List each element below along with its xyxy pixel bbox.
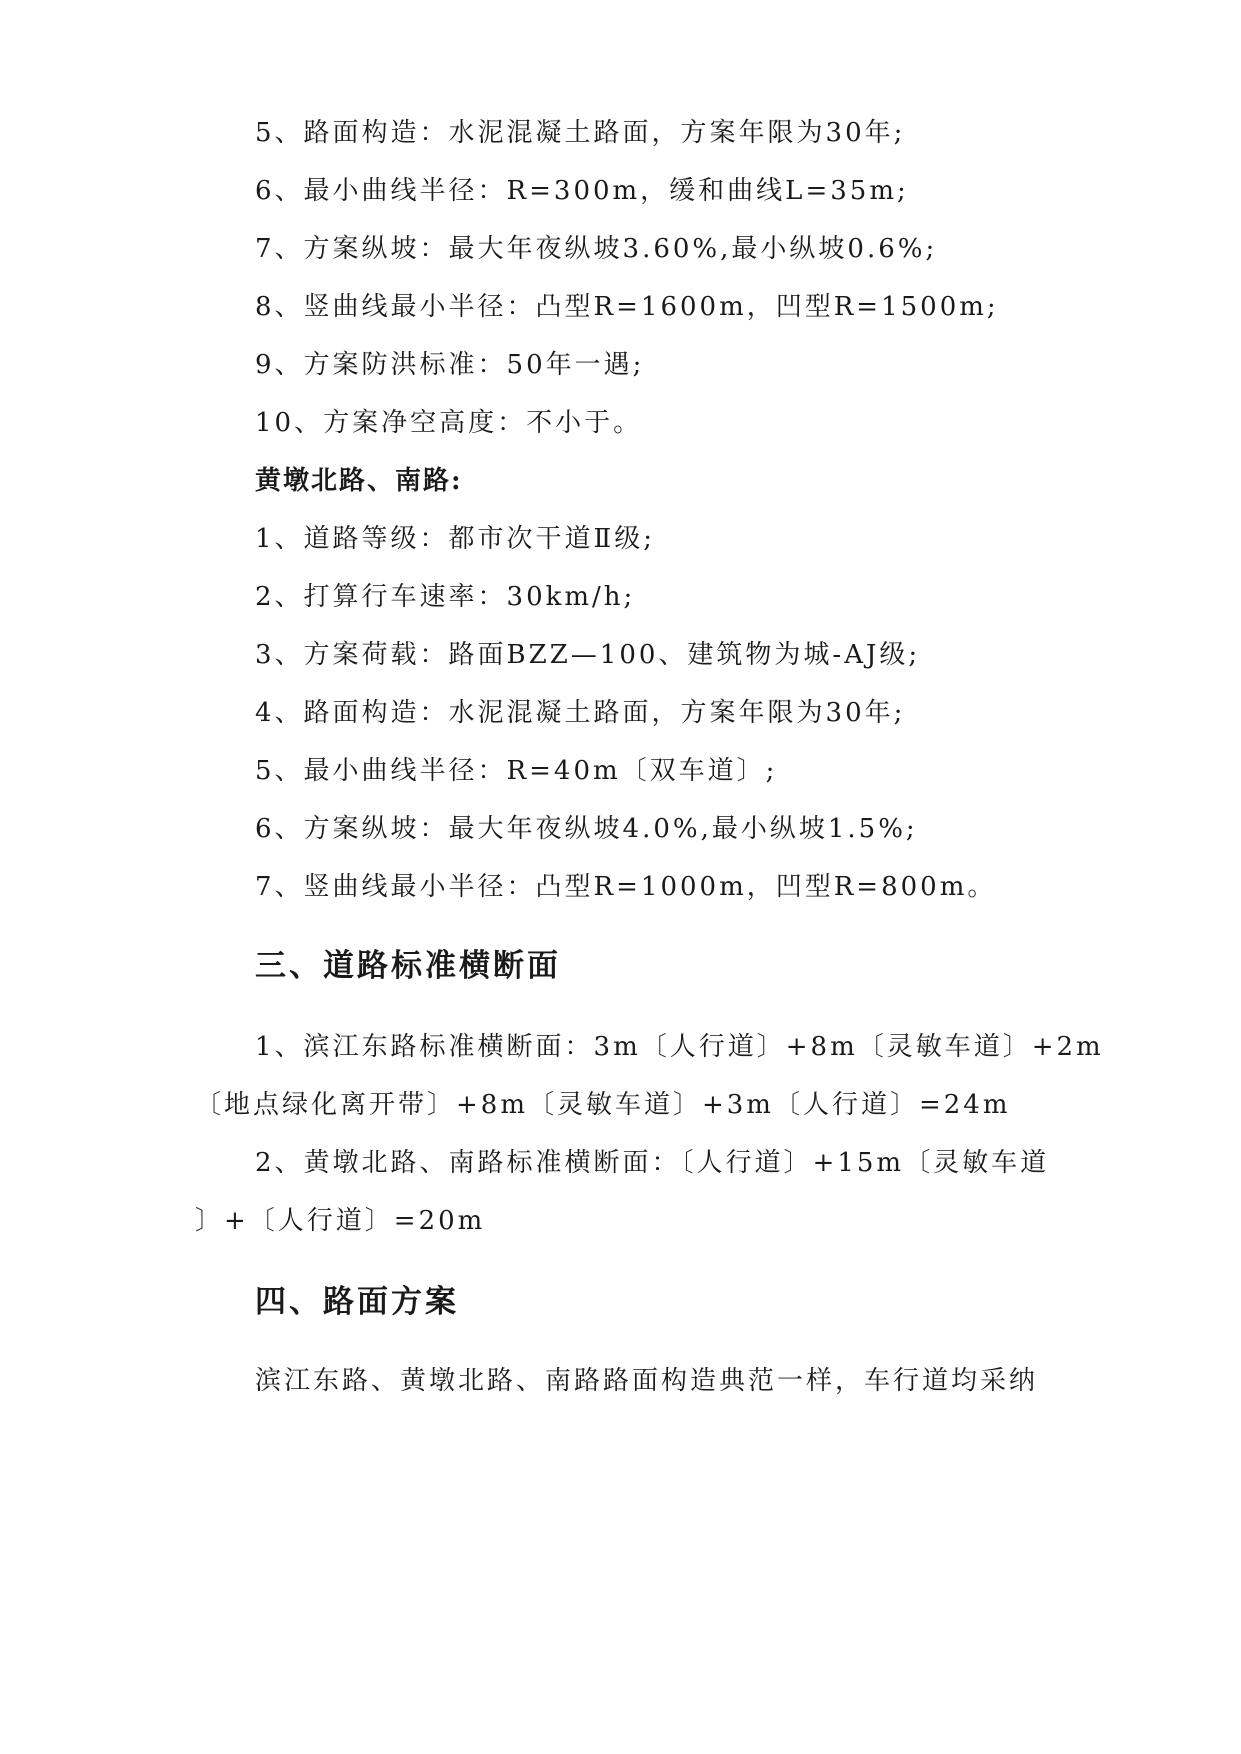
spec-item-pavement-structure: 5、路面构造：水泥混凝土路面，方案年限为30年; <box>255 118 906 148</box>
spec-item-clearance-height: 10、方案净空高度：不小于。 <box>255 408 643 438</box>
cross-section-para1-line1: 1、滨江东路标准横断面：3m〔人行道〕+8m〔灵敏车道〕+2m <box>255 1032 1104 1062</box>
spec-item-min-curve-radius-b: 5、最小曲线半径：R=40m〔双车道〕; <box>255 756 778 786</box>
spec-item-longitudinal-slope: 7、方案纵坡：最大年夜纵坡3.60%,最小纵坡0.6%; <box>255 234 938 264</box>
spec-item-vertical-curve-radius: 8、竖曲线最小半径：凸型R=1600m，凹型R=1500m; <box>255 292 999 322</box>
cross-section-para2-line1: 2、黄墩北路、南路标准横断面：〔人行道〕+15m〔灵敏车道 <box>255 1148 1050 1178</box>
section-heading-pavement-design: 四、路面方案 <box>255 1284 459 1320</box>
pavement-design-para-line1: 滨江东路、黄墩北路、南路路面构造典范一样，车行道均采纳 <box>255 1366 1039 1396</box>
spec-item-road-grade: 1、道路等级：都市次干道Ⅱ级; <box>255 524 655 554</box>
cross-section-para2-line2: 〕+〔人行道〕=20m <box>195 1206 486 1236</box>
spec-item-longitudinal-slope-b: 6、方案纵坡：最大年夜纵坡4.0%,最小纵坡1.5%; <box>255 814 918 844</box>
spec-item-min-curve-radius: 6、最小曲线半径：R=300m，缓和曲线L=35m; <box>255 176 909 206</box>
spec-item-flood-standard: 9、方案防洪标准：50年一遇; <box>255 350 645 380</box>
cross-section-para1-line2: 〔地点绿化离开带〕+8m〔灵敏车道〕+3m〔人行道〕=24m <box>195 1090 1011 1120</box>
spec-item-pavement-structure-b: 4、路面构造：水泥混凝土路面，方案年限为30年; <box>255 698 906 728</box>
road-subheading: 黄墩北路、南路: <box>255 466 463 496</box>
spec-item-vertical-curve-radius-b: 7、竖曲线最小半径：凸型R=1000m，凹型R=800m。 <box>255 872 997 902</box>
spec-item-design-speed: 2、打算行车速率：30km/h; <box>255 582 636 612</box>
spec-item-design-load: 3、方案荷载：路面BZZ—100、建筑物为城-AJ级; <box>255 640 921 670</box>
section-heading-cross-section: 三、道路标准横断面 <box>255 948 561 984</box>
